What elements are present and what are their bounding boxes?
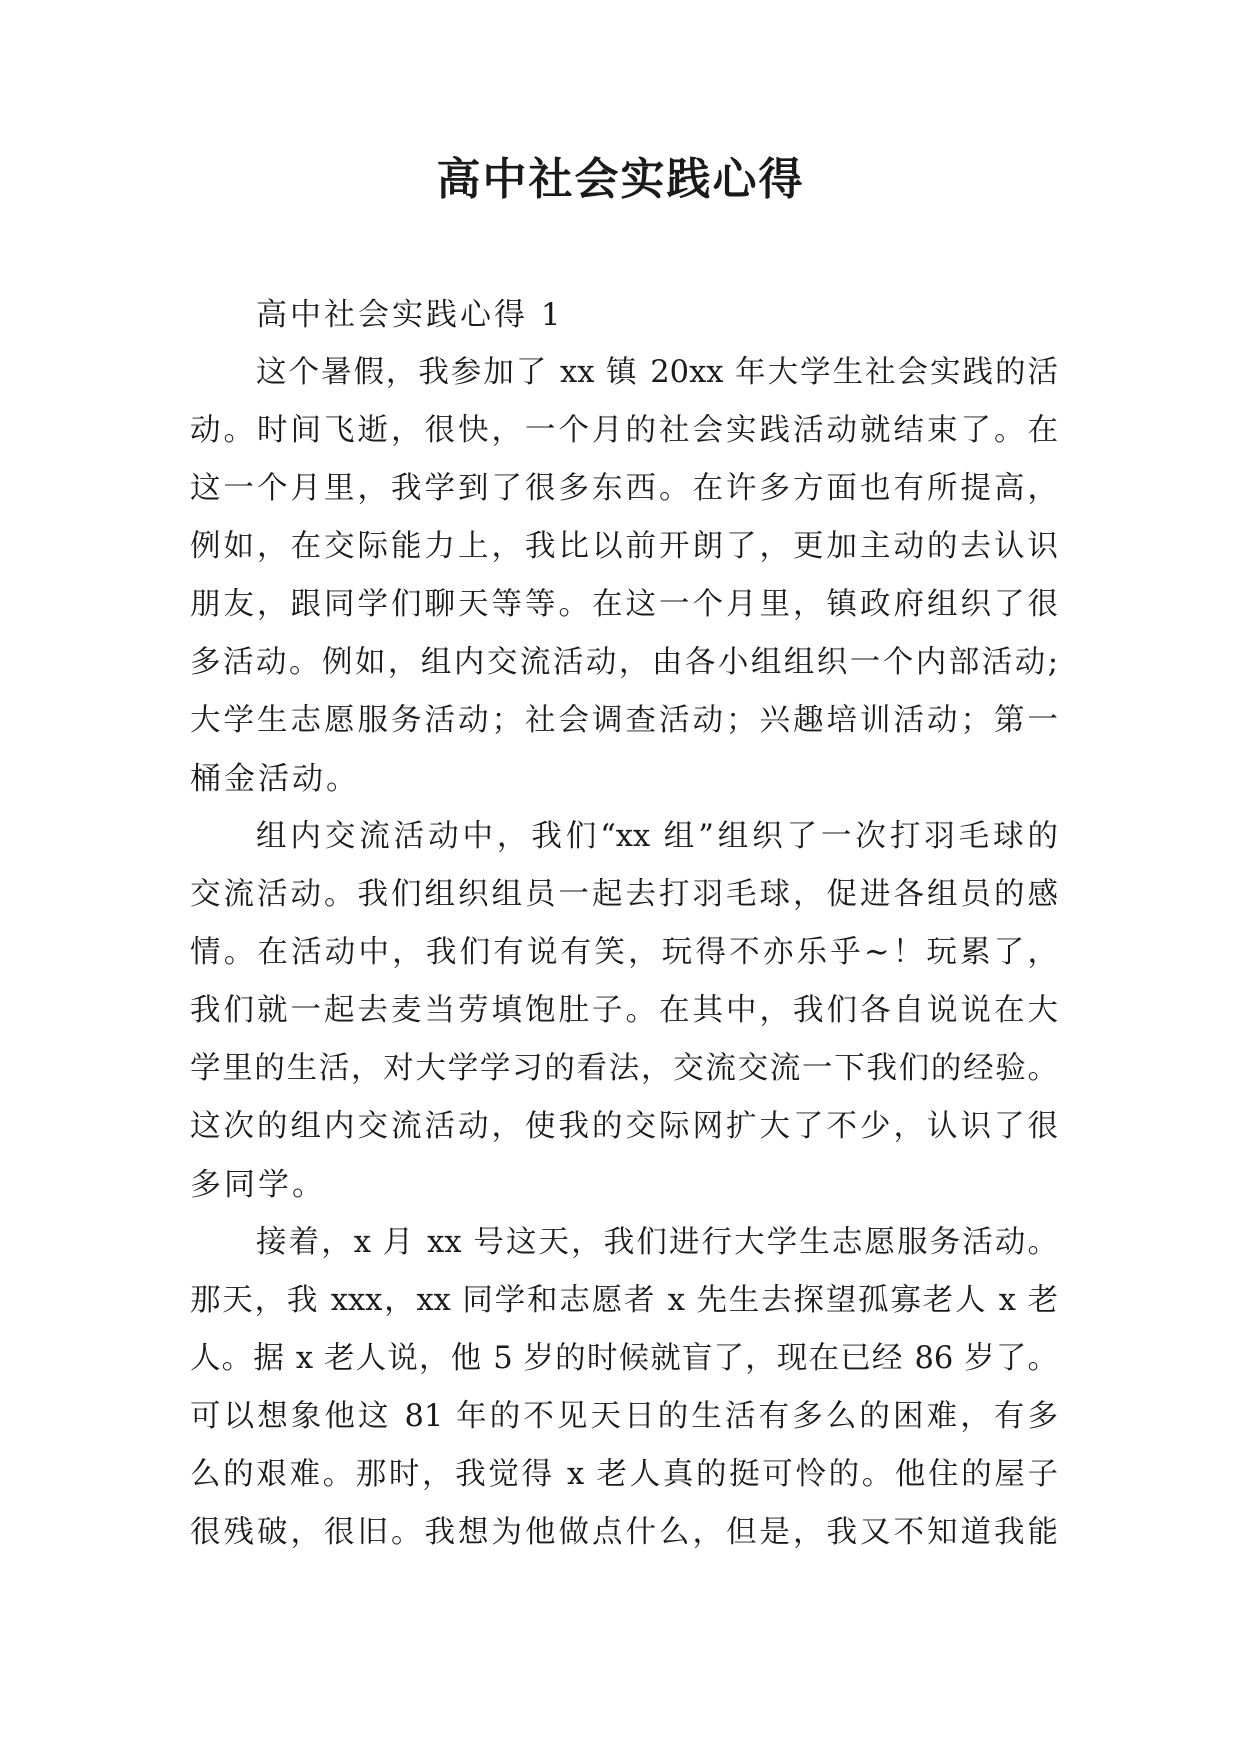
document-line: 学里的生活，对大学学习的看法，交流交流一下我们的经验。 bbox=[190, 1051, 1058, 1086]
document-line: 接着，x 月 xx 号这天，我们进行大学生志愿服务活动。 bbox=[256, 1225, 1058, 1260]
document-body bbox=[190, 286, 1058, 1562]
document-line: 桶金活动。 bbox=[190, 761, 360, 797]
document-line: 例如，在交际能力上，我比以前开朗了，更加主动的去认识 bbox=[190, 529, 1058, 564]
document-line: 交流活动。我们组织组员一起去打羽毛球，促进各组员的感 bbox=[190, 877, 1058, 912]
document-line: 很残破，很旧。我想为他做点什么，但是，我又不知道我能 bbox=[190, 1515, 1058, 1550]
document-line: 朋友，跟同学们聊天等等。在这一个月里，镇政府组织了很 bbox=[190, 587, 1058, 622]
document-line: 这一个月里，我学到了很多东西。在许多方面也有所提高， bbox=[190, 471, 1058, 506]
document-line: 多活动。例如，组内交流活动，由各小组组织一个内部活动; bbox=[190, 645, 1058, 680]
document-line: 那天，我 xxx，xx 同学和志愿者 x 先生去探望孤寡老人 x 老 bbox=[190, 1283, 1058, 1318]
document-line: 高中社会实践心得 1 bbox=[256, 297, 564, 333]
document-line: 情。在活动中，我们有说有笑，玩得不亦乐乎~！玩累了， bbox=[190, 935, 1058, 970]
document-line: 么的艰难。那时，我觉得 x 老人真的挺可怜的。他住的屋子 bbox=[190, 1457, 1058, 1492]
document-line: 可以想象他这 81 年的不见天日的生活有多么的困难，有多 bbox=[190, 1399, 1058, 1434]
document-line: 这个暑假，我参加了 xx 镇 20xx 年大学生社会实践的活 bbox=[256, 355, 1058, 390]
document-title: 高中社会实践心得 bbox=[436, 154, 805, 205]
document-line: 组内交流活动中，我们“xx 组”组织了一次打羽毛球的 bbox=[256, 819, 1058, 854]
document-line: 这次的组内交流活动，使我的交际网扩大了不少，认识了很 bbox=[190, 1109, 1058, 1144]
document-line: 多同学。 bbox=[190, 1167, 326, 1203]
document-line: 大学生志愿服务活动；社会调查活动；兴趣培训活动；第一 bbox=[190, 703, 1058, 738]
document-line: 我们就一起去麦当劳填饱肚子。在其中，我们各自说说在大 bbox=[190, 993, 1058, 1028]
document-line: 动。时间飞逝，很快，一个月的社会实践活动就结束了。在 bbox=[190, 413, 1058, 448]
document-line: 人。据 x 老人说，他 5 岁的时候就盲了，现在已经 86 岁了。 bbox=[190, 1341, 1058, 1376]
